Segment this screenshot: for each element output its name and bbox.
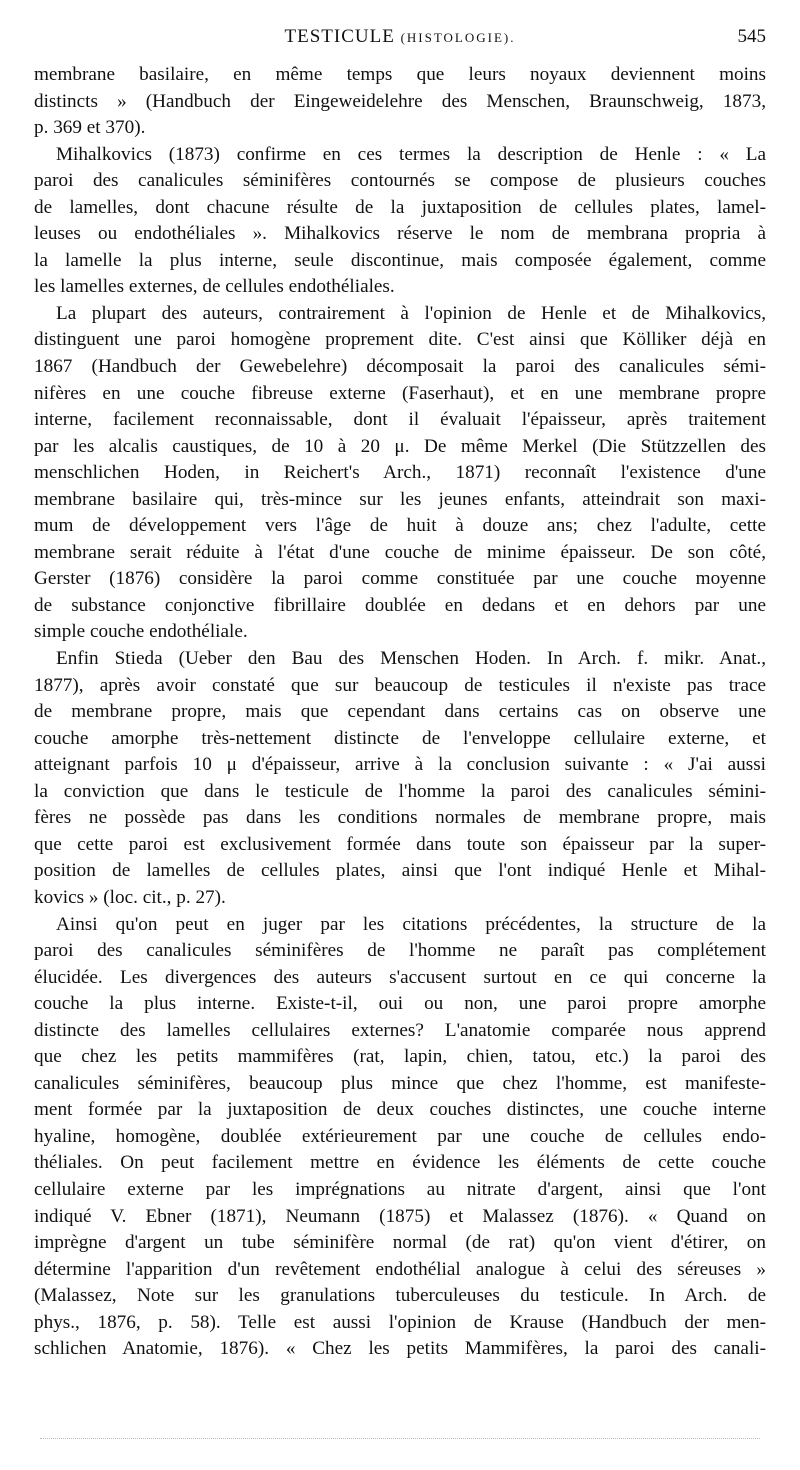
- running-head: [34, 26, 766, 52]
- text-line: La plupart des auteurs, contrairement à l'opinion de Henle et de Mihalkovics,: [56, 302, 766, 324]
- text-line: hyaline, homogène, doublée extérieurement par une couche de cellules endo-: [34, 1125, 766, 1147]
- text-line: paroi des canalicules séminifères contournés se compose de plusieurs couches: [34, 170, 766, 192]
- text-line: de lamelles, dont chacune résulte de la juxtaposition de cellules plates, lamel-: [34, 196, 766, 218]
- text-line: membrane basilaire qui, très-mince sur les jeunes enfants, atteindrait son maxi-: [34, 488, 766, 510]
- text-line: Enfin Stieda (Ueber den Bau des Menschen Hoden. In Arch. f. mikr. Anat.,: [56, 648, 766, 670]
- text-line: 1877), après avoir constaté que sur beaucoup de testicules il n'existe pas trace: [34, 674, 766, 696]
- text-line: mum de développement vers l'âge de huit à douze ans; chez l'adulte, cette: [34, 515, 766, 537]
- text-line: détermine l'apparition d'un revêtement endothélial analogue à celui des séreuses »: [34, 1258, 766, 1280]
- text-line: la lamelle la plus interne, seule discontinue, mais composée également, comme: [34, 249, 766, 271]
- text-line: menschlichen Hoden, in Reichert's Arch., 1871) reconnaît l'existence d'une: [34, 462, 766, 484]
- text-line: leuses ou endothéliales ». Mihalkovics réserve le nom de membrana propria à: [34, 223, 766, 245]
- text-line: nifères en une couche fibreuse externe (Faserhaut), et en une membrane propre: [34, 382, 766, 404]
- text-line: canalicules séminifères, beaucoup plus mince que chez l'homme, est manifeste-: [34, 1072, 766, 1094]
- text-line: indiqué V. Ebner (1871), Neumann (1875) et Malassez (1876). « Quand on: [34, 1205, 766, 1227]
- text-line: couche la plus interne. Existe-t-il, oui ou non, une paroi propre amorphe: [34, 993, 766, 1015]
- running-title-subtitle: (HISTOLOGIE).: [400, 30, 516, 45]
- text-line: de substance conjonctive fibrillaire doublée en dedans et en dehors par une: [34, 594, 766, 616]
- text-line: par les alcalis caustiques, de 10 à 20 μ. De même Merkel (Die Stützzellen des: [34, 435, 766, 457]
- text-line: 1867 (Handbuch der Gewebelehre) décomposait la paroi des canalicules sémi-: [34, 356, 766, 378]
- running-title: [34, 26, 766, 48]
- text-line: cellulaire externe par les imprégnations au nitrate d'argent, ainsi que l'ont: [34, 1178, 766, 1200]
- text-line: que cette paroi est exclusivement formée dans toute son épaisseur par la super-: [34, 833, 766, 855]
- text-line: atteignant parfois 10 μ d'épaisseur, arrive à la conclusion suivante : « J'ai aussi: [34, 754, 766, 776]
- text-line: Mihalkovics (1873) confirme en ces termes la description de Henle : « La: [56, 143, 766, 165]
- text-line: théliales. On peut facilement mettre en évidence les éléments de cette couche: [34, 1152, 766, 1174]
- text-line: phys., 1876, p. 58). Telle est aussi l'opinion de Krause (Handbuch der men-: [34, 1311, 766, 1333]
- text-line: (Malassez, Note sur les granulations tuberculeuses du testicule. In Arch. de: [34, 1285, 766, 1307]
- body-text: [34, 62, 766, 1363]
- text-line: que chez les petits mammifères (rat, lapin, chien, tatou, etc.) la paroi des: [34, 1046, 766, 1068]
- text-line: distincts » (Handbuch der Eingeweidelehre des Menschen, Braunschweig, 1873,: [34, 90, 766, 112]
- text-line: couche amorphe très-nettement distincte de l'enveloppe cellulaire externe, et: [34, 727, 766, 749]
- text-line: membrane basilaire, en même temps que leurs noyaux deviennent moins: [34, 64, 766, 85]
- text-line: distinguent une paroi homogène proprement dite. C'est ainsi que Kölliker déjà en: [34, 329, 766, 351]
- text-line: élucidée. Les divergences des auteurs s'accusent surtout en ce qui concerne la: [34, 966, 766, 988]
- text-line: ment formée par la juxtaposition de deux couches distinctes, une couche interne: [34, 1099, 766, 1121]
- text-line: kovics » (loc. cit., p. 27).: [34, 886, 226, 908]
- text-line: p. 369 et 370).: [34, 117, 146, 139]
- text-line: schlichen Anatomie, 1876). « Chez les petits Mammifères, la paroi des canali-: [34, 1338, 766, 1360]
- page-number: 545: [737, 26, 766, 47]
- text-line: Gerster (1876) considère la paroi comme constituée par une couche moyenne: [34, 568, 766, 590]
- text-line: la conviction que dans le testicule de l'homme la paroi des canalicules sémini-: [34, 780, 766, 802]
- text-line: position de lamelles de cellules plates, ainsi que l'ont indiqué Henle et Mihal-: [34, 860, 766, 882]
- text-line: imprègne d'argent un tube séminifère normal (de rat) qu'on vient d'étirer, on: [34, 1232, 766, 1254]
- running-title-main: TESTICULE: [284, 26, 395, 47]
- text-line: les lamelles externes, de cellules endothéliales.: [34, 276, 395, 298]
- text-line: interne, facilement reconnaissable, dont il évaluait l'épaisseur, après traitement: [34, 409, 766, 431]
- text-line: distincte des lamelles cellulaires externes? L'anatomie comparée nous apprend: [34, 1019, 766, 1041]
- text-line: paroi des canalicules séminifères de l'homme ne paraît pas complétement: [34, 940, 766, 962]
- bottom-edge-rule: [40, 1438, 760, 1440]
- text-line: fères ne possède pas dans les conditions normales de membrane propre, mais: [34, 807, 766, 829]
- text-line: simple couche endothéliale.: [34, 621, 248, 643]
- text-line: de membrane propre, mais que cependant dans certains cas on observe une: [34, 701, 766, 723]
- text-line: membrane serait réduite à l'état d'une couche de minime épaisseur. De son côté,: [34, 541, 766, 563]
- text-line: Ainsi qu'on peut en juger par les citations précédentes, la structure de la: [56, 913, 766, 935]
